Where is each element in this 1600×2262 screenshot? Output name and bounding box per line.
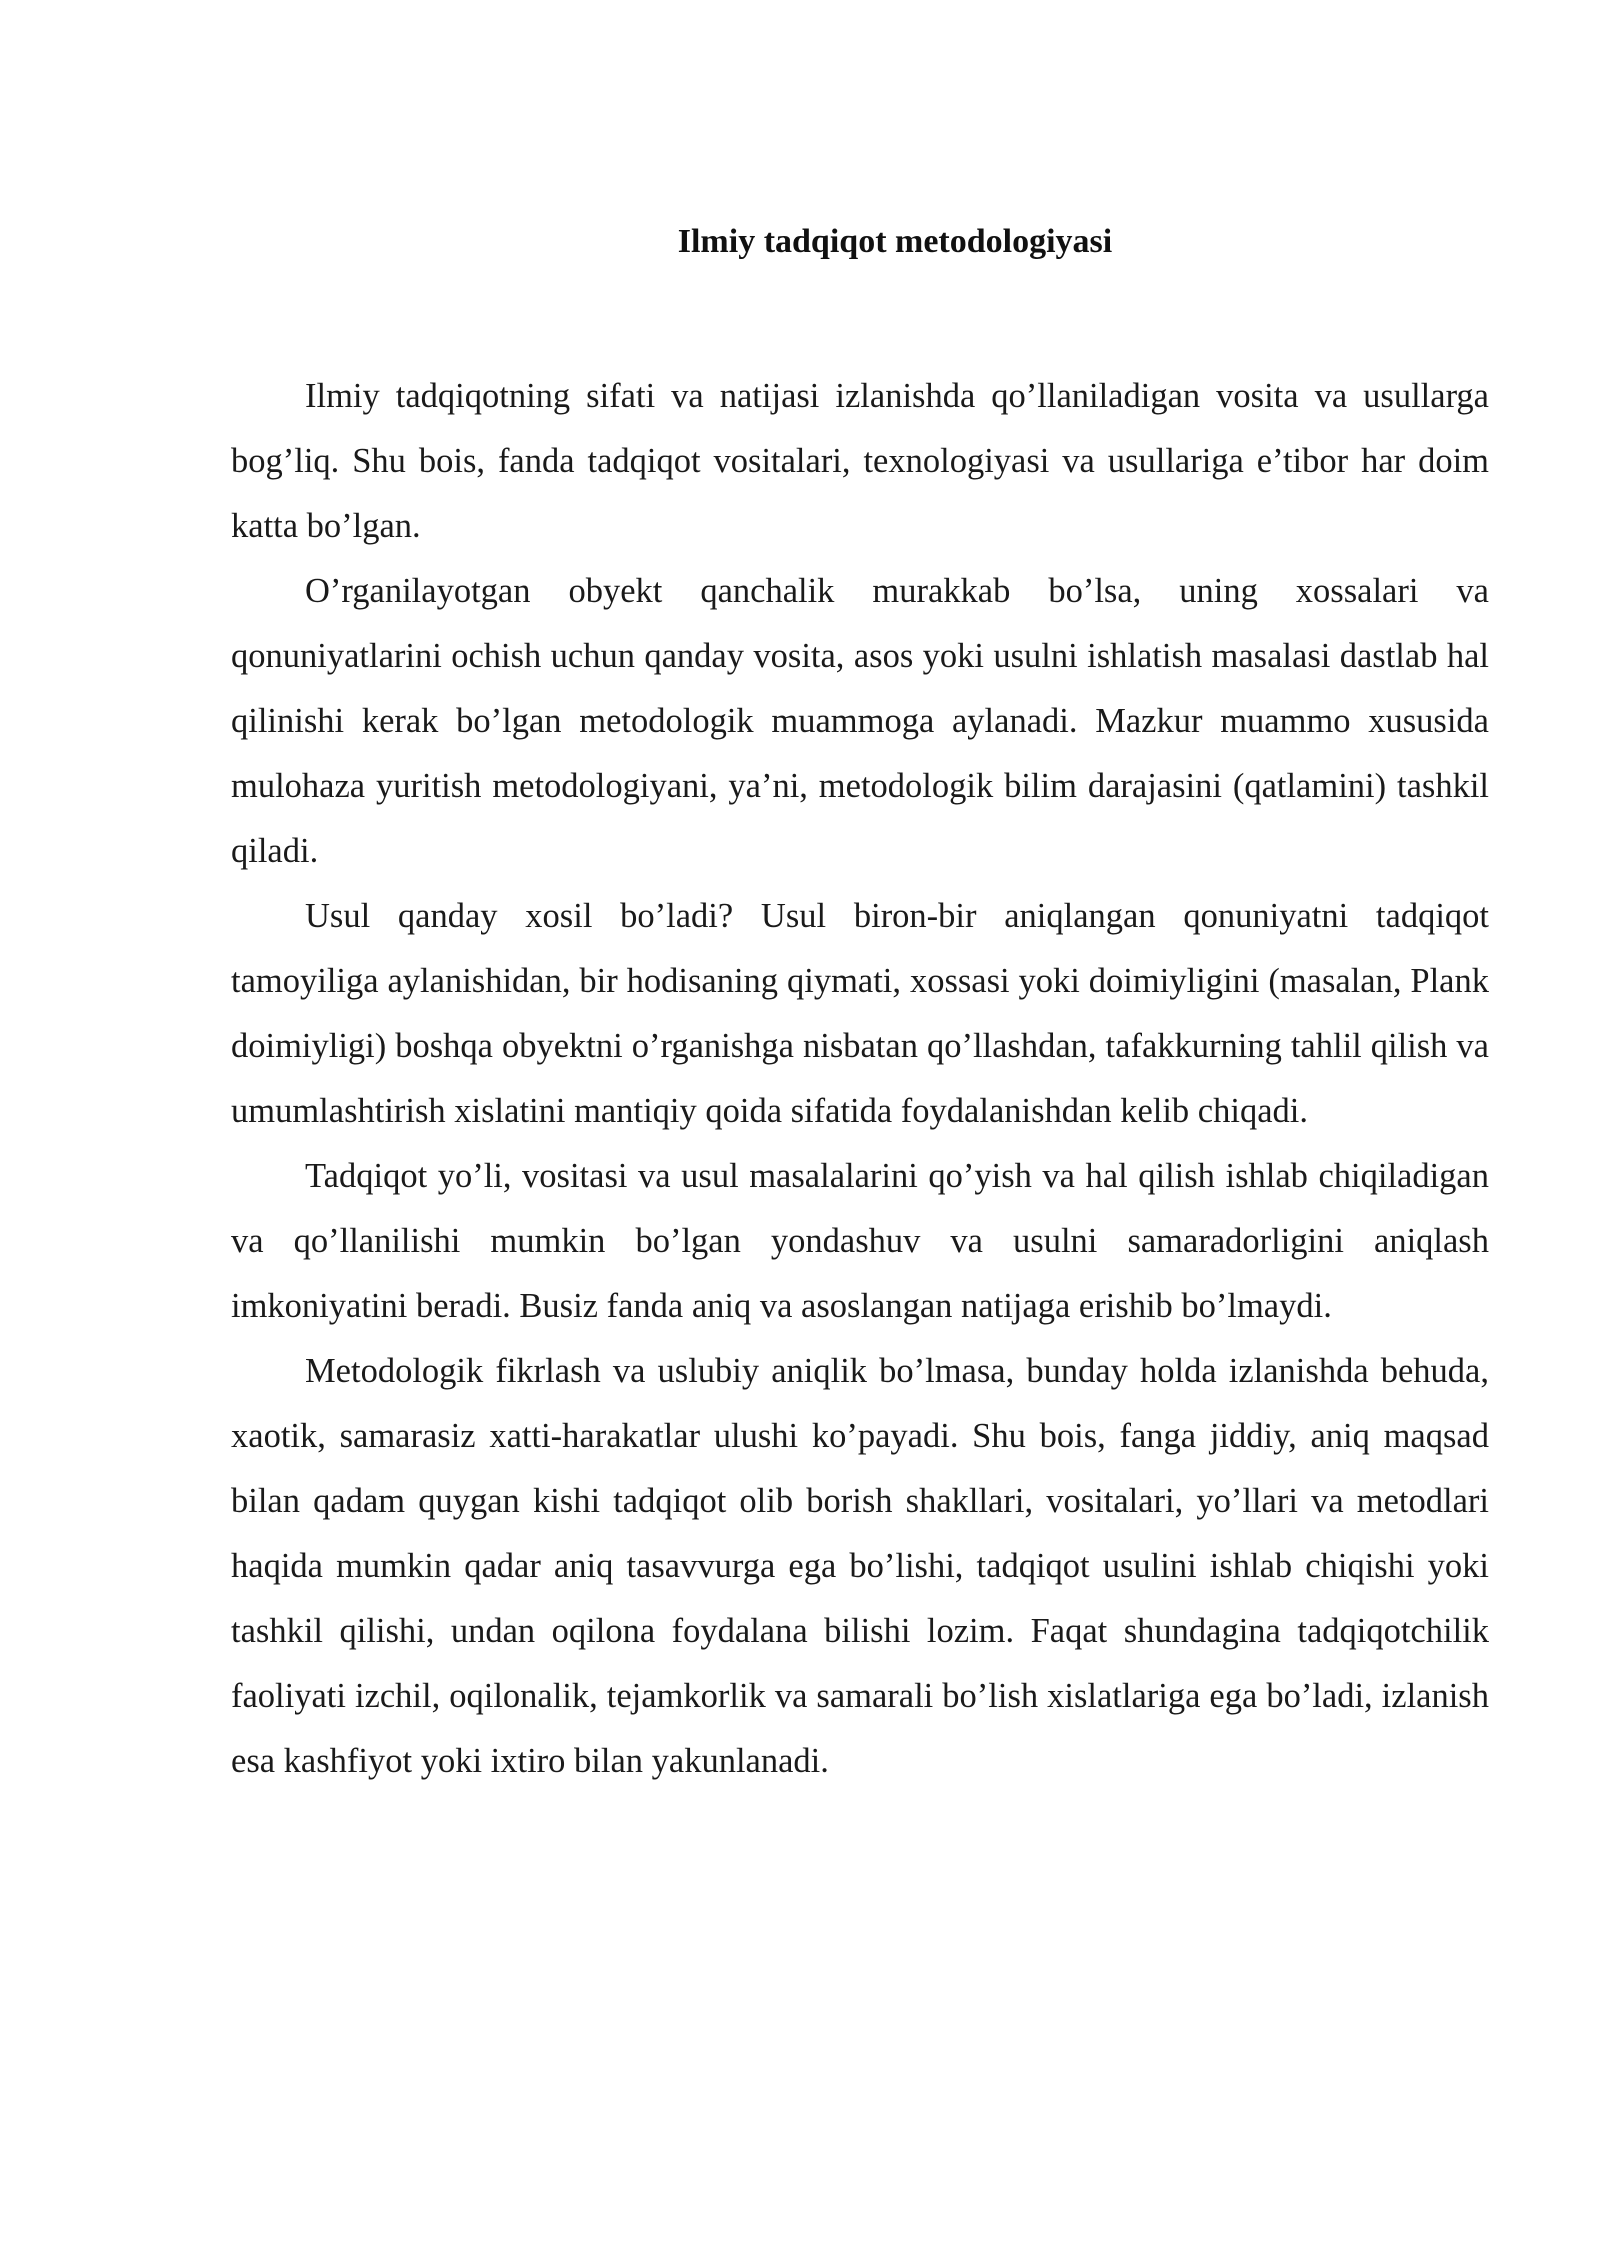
paragraph: Metodologik fikrlash va uslubiy aniqlik bo’lmasa, bunday holda izlanishda behuda, xaotik, samarasiz xatti-harakatlar ulushi ko’payadi. Shu bois, fanga jiddiy, aniq maqsad bilan qadam quygan kishi tadqiqot olib borish shakllari, vositalari, yo’llari va metodlari haqida mumkin qadar aniq tasavvurga ega bo’lishi, tadqiqot usulini ishlab chiqishi yoki tashkil qilishi, undan oqilona foydalana bilishi lozim. Faqat shundagina tadqiqotchilik faoliyati izchil, oqilonalik, tejamkorlik va samarali bo’lish xislatlariga ega bo’ladi, izlanish esa kashfiyot yoki ixtiro bilan yakunlanadi. [231, 1352, 1489, 1780]
paragraph: Ilmiy tadqiqotning sifati va natijasi izlanishda qo’llaniladigan vosita va usullarga bog’liq. Shu bois, fanda tadqiqot vositalari, texnologiyasi va usullariga e’tibor har doim katta bo’lgan. [231, 377, 1489, 545]
paragraph: Tadqiqot yo’li, vositasi va usul masalalarini qo’yish va hal qilish ishlab chiqiladigan va qo’llanilishi mumkin bo’lgan yondashuv va usulni samaradorligini aniqlash imkoniyatini beradi. Busiz fanda aniq va asoslangan natijaga erishib bo’lmaydi. [231, 1157, 1489, 1325]
paragraph: Usul qanday xosil bo’ladi? Usul biron-bir aniqlangan qonuniyatni tadqiqot tamoyiliga aylanishidan, bir hodisaning qiymati, xossasi yoki doimiyligini (masalan, Plank doimiyligi) boshqa obyektni o’rganishga nisbatan qo’llashdan, tafakkurning tahlil qilish va umumlashtirish xislatini mantiqiy qoida sifatida foydalanishdan kelib chiqadi. [231, 897, 1489, 1130]
document-body [231, 364, 1489, 1794]
page-title: Ilmiy tadqiqot metodologiyasi [677, 223, 1113, 260]
paragraph: O’rganilayotgan obyekt qanchalik murakkab bo’lsa, uning xossalari va qonuniyatlarini ochish uchun qanday vosita, asos yoki usulni ishlatish masalasi dastlab hal qilinishi kerak bo’lgan metodologik muammoga aylanadi. Mazkur muammo xususida mulohaza yuritish metodologiyani, ya’ni, metodologik bilim darajasini (qatlamini) tashkil qiladi. [231, 572, 1489, 870]
